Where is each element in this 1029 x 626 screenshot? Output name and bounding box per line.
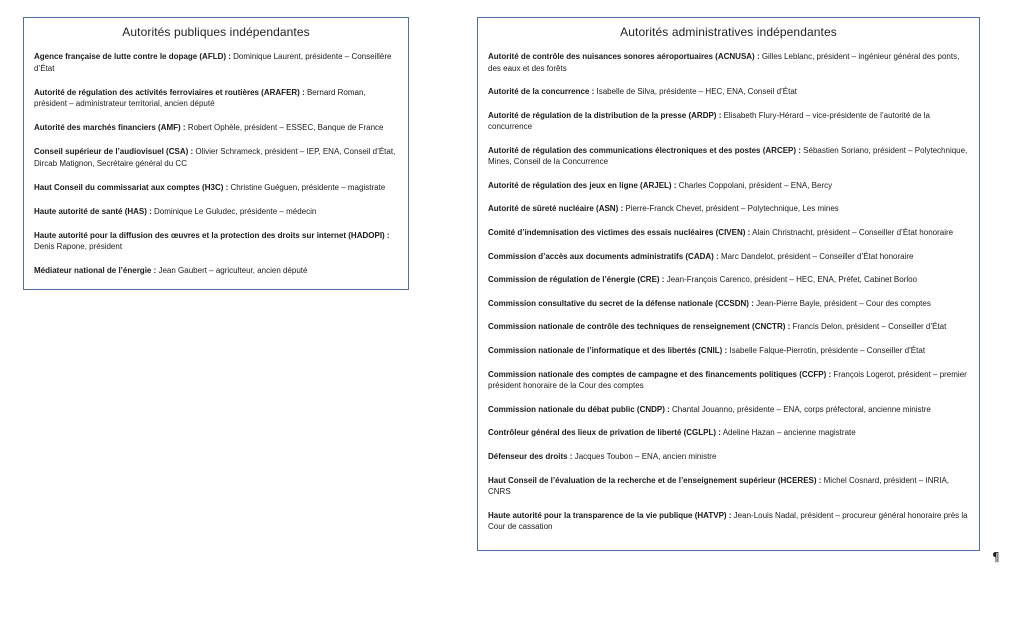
- authority-entry: [488, 510, 969, 533]
- authority-name: Défenseur des droits :: [488, 451, 573, 461]
- authority-head: Gilles Leblanc, président – ingénieur général des ponts, des eaux et des forêts: [488, 52, 960, 73]
- authority-head: Christine Guéguen, présidente – magistrate: [228, 182, 386, 192]
- public-authorities-list: [24, 51, 408, 277]
- authority-name: Médiateur national de l’énergie :: [34, 266, 157, 275]
- authority-entry: [488, 298, 969, 310]
- authority-head: Adeline Hazan – ancienne magistrate: [720, 428, 856, 438]
- authority-entry: [488, 369, 969, 392]
- authority-name: Autorité de sûreté nucléaire (ASN) :: [488, 204, 624, 214]
- authority-head: Jean-Louis Nadal, président – procureur général honoraire près la Cour de cassation: [488, 510, 968, 532]
- paragraph-mark: ¶: [992, 550, 1000, 564]
- authority-name: Contrôleur général des lieux de privation de liberté (CGLPL) :: [488, 428, 721, 438]
- authority-name: Commission nationale de contrôle des techniques de renseignement (CNCTR) :: [488, 322, 791, 332]
- authority-head: Chantal Jouanno, présidente – ENA, corps préfectoral, ancienne ministre: [669, 404, 931, 414]
- authority-head: Dominique Laurent, présidente – Conseillère d’État: [34, 52, 392, 73]
- administrative-authorities-list: [478, 51, 979, 533]
- authority-name: Commission d’accès aux documents administratifs (CADA) :: [488, 251, 719, 261]
- authority-name: Agence française de lutte contre le dopage (AFLD) :: [34, 52, 231, 61]
- authority-entry: [34, 230, 398, 253]
- authority-entry: [488, 427, 969, 439]
- authority-entry: [34, 146, 398, 169]
- authority-entry: [34, 182, 398, 194]
- authority-name: Haute autorité pour la diffusion des œuvres et la protection des droits sur internet (HADOPI) :: [34, 230, 390, 240]
- authority-head: Michel Cosnard, président – INRIA, CNRS: [488, 475, 950, 496]
- authority-name: Commission nationale des comptes de campagne et des financements politiques (CCFP) :: [488, 369, 832, 379]
- authority-entry: [488, 145, 969, 168]
- authority-entry: [488, 321, 969, 333]
- authority-head: Francis Delon, président – Conseiller d’État: [790, 322, 947, 332]
- authority-head: Jean-François Carenco, président – HEC, ENA, Préfet, Cabinet Borloo: [664, 275, 918, 285]
- authority-entry: [34, 51, 398, 74]
- authority-name: Commission nationale du débat public (CNDP) :: [488, 404, 670, 414]
- authority-name: Autorité de régulation des communications électroniques et des postes (ARCEP) :: [488, 145, 801, 155]
- public-authorities-title: Autorités publiques indépendantes: [122, 25, 310, 39]
- authority-name: Commission nationale de l’informatique et des libertés (CNIL) :: [488, 346, 728, 356]
- authority-name: Haute autorité pour la transparence de la vie publique (HATVP) :: [488, 510, 732, 520]
- authority-head: Sébastien Soriano, président – Polytechnique, Mines, Conseil de la Concurrence: [488, 145, 968, 167]
- authority-entry: [488, 404, 969, 416]
- authority-entry: [488, 227, 969, 239]
- authority-head: Olivier Schrameck, président – IEP, ENA, Conseil d’État, Dircab Matignon, Secrétaire général du CC: [34, 147, 396, 168]
- authority-entry: [488, 475, 969, 498]
- authority-head: Jacques Toubon – ENA, ancien ministre: [572, 451, 717, 461]
- authority-entry: [488, 345, 969, 357]
- authority-name: Haut Conseil de l’évaluation de la recherche et de l’enseignement supérieur (HCERES) :: [488, 475, 822, 485]
- authority-name: Autorité de régulation des jeux en ligne (ARJEL) :: [488, 180, 677, 190]
- authority-name: Autorité de contrôle des nuisances sonores aéroportuaires (ACNUSA) :: [488, 52, 760, 61]
- administrative-authorities-title: Autorités administratives indépendantes: [620, 25, 837, 39]
- authority-name: Conseil supérieur de l’audiovisuel (CSA) :: [34, 147, 194, 156]
- administrative-authorities-box: [477, 17, 980, 551]
- authority-head: Jean Gaubert – agriculteur, ancien député: [156, 266, 308, 275]
- authority-head: Alain Christnacht, président – Conseiller d’État honoraire: [750, 228, 954, 238]
- authority-head: Isabelle de Silva, présidente – HEC, ENA, Conseil d’État: [594, 87, 798, 97]
- authority-entry: [488, 451, 969, 463]
- authority-head: Elisabeth Flury-Hérard – vice-présidente de l’autorité de la concurrence: [488, 110, 930, 132]
- authority-name: Autorité de régulation de la distribution de la presse (ARDP) :: [488, 110, 722, 120]
- authority-name: Autorité de la concurrence :: [488, 87, 595, 97]
- authority-entry: [34, 122, 398, 134]
- authority-entry: [488, 203, 969, 215]
- authority-name: Autorité des marchés financiers (AMF) :: [34, 123, 186, 132]
- authority-head: Dominique Le Guludec, présidente – médecin: [151, 206, 317, 216]
- authority-head: Isabelle Falque-Pierrotin, présidente – Conseiller d’État: [727, 346, 926, 356]
- authority-head: Pierre-Franck Chevet, président – Polytechnique, Les mines: [623, 204, 839, 214]
- authority-head: Jean-Pierre Bayle, président – Cour des comptes: [753, 298, 931, 308]
- authority-head: François Logerot, président – premier président honoraire de la Cour des comptes: [488, 369, 967, 391]
- authority-entry: [34, 265, 398, 277]
- authority-entry: [488, 86, 969, 98]
- authority-entry: [488, 251, 969, 263]
- authority-entry: [488, 110, 969, 133]
- authority-name: Commission de régulation de l’énergie (CRE) :: [488, 275, 665, 285]
- authority-name: Comité d’indemnisation des victimes des essais nucléaires (CIVEN) :: [488, 228, 751, 238]
- authority-name: Autorité de régulation des activités ferroviaires et routières (ARAFER) :: [34, 87, 305, 97]
- authority-entry: [488, 274, 969, 286]
- authority-head: Bernard Roman, président – administrateur territorial, ancien député: [34, 87, 366, 108]
- authority-head: Marc Dandelot, président – Conseiller d’État honoraire: [718, 251, 914, 261]
- authority-entry: [488, 51, 969, 74]
- authority-name: Haute autorité de santé (HAS) :: [34, 206, 152, 216]
- authority-name: Haut Conseil du commissariat aux comptes (H3C) :: [34, 182, 229, 192]
- authority-head: Denis Rapone, président: [34, 242, 123, 251]
- authority-head: Charles Coppolani, président – ENA, Bercy: [676, 180, 833, 190]
- authority-name: Commission consultative du secret de la défense nationale (CCSDN) :: [488, 298, 754, 308]
- public-authorities-box: [23, 17, 409, 290]
- authority-head: Robert Ophèle, président – ESSEC, Banque de France: [185, 123, 384, 132]
- authority-entry: [34, 87, 398, 110]
- authority-entry: [488, 180, 969, 192]
- authority-entry: [34, 206, 398, 218]
